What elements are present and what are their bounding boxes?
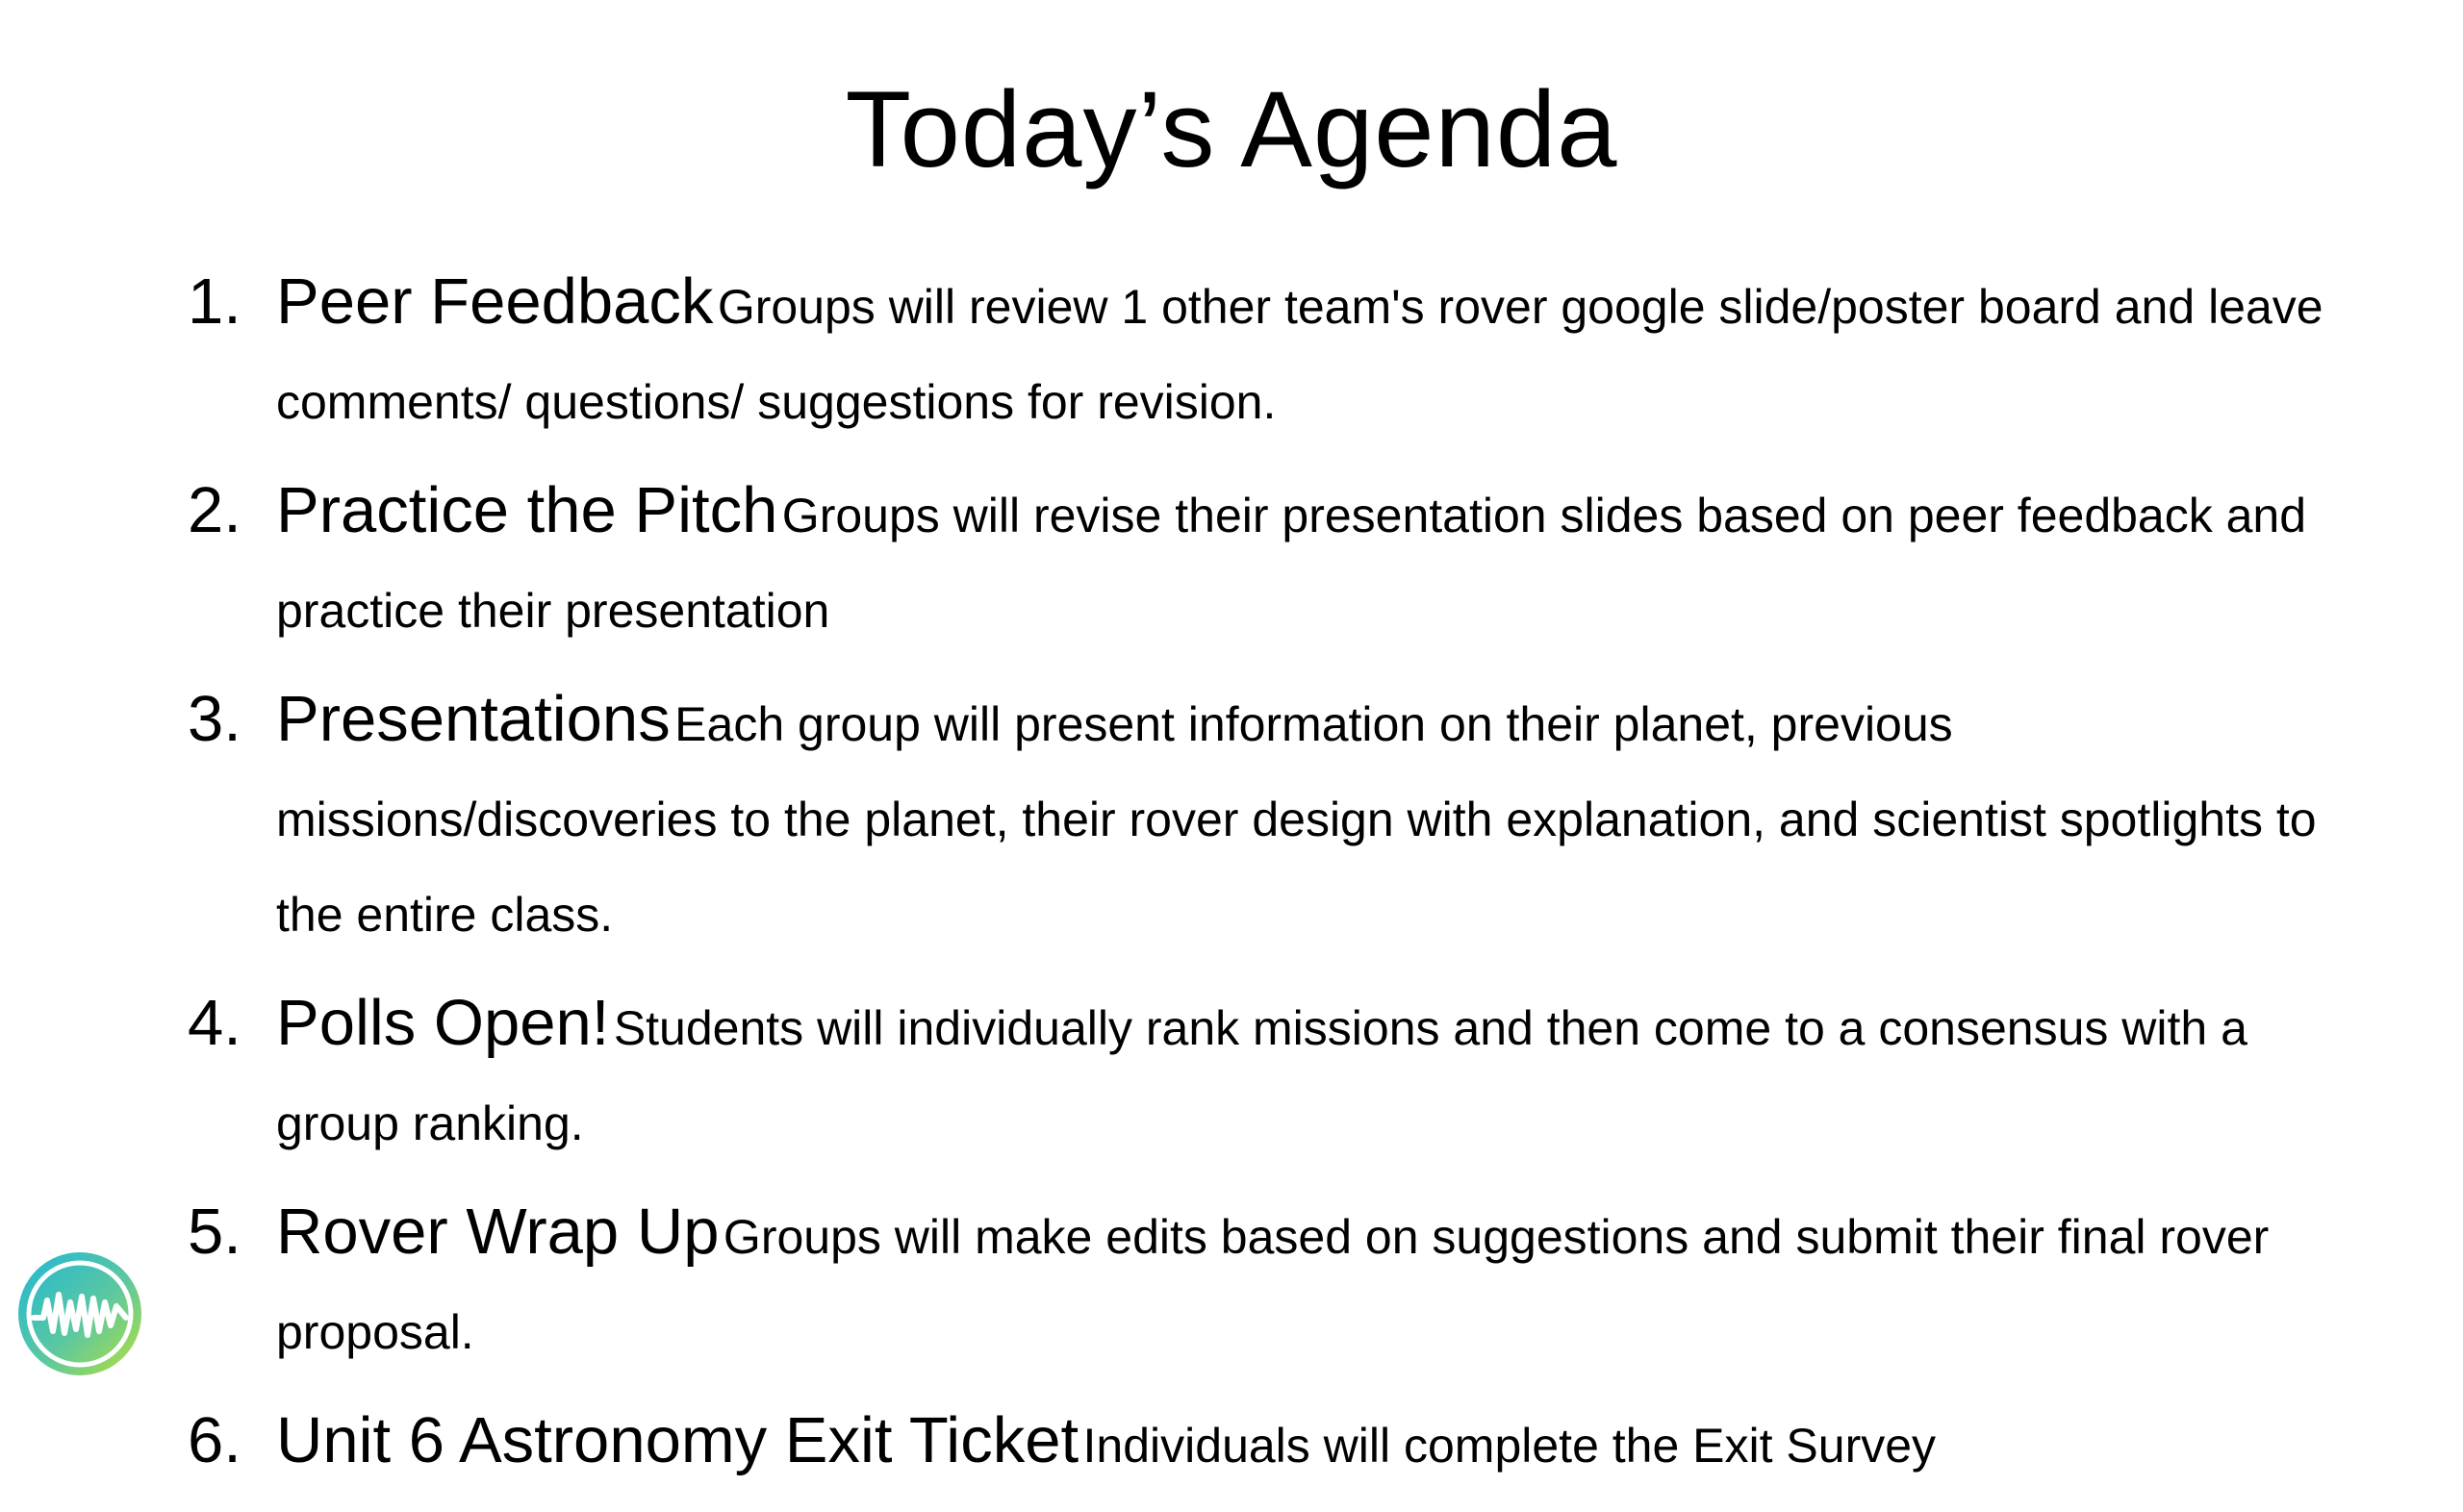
agenda-item-heading: Practice the Pitch xyxy=(276,474,778,546)
agenda-item-number: 1. xyxy=(188,265,241,338)
agenda-item-description: Individuals will complete the Exit Survey xyxy=(1082,1419,1937,1473)
agenda-item-3 xyxy=(188,677,2372,969)
agenda-item-heading: Presentations xyxy=(276,683,671,755)
agenda-item-description: Each group will present information on their planet, previous missions/discoveries to the planet, their rover design with explanation, and scientist spotlights to the entire class. xyxy=(276,697,2317,942)
agenda-item-description: Groups will review 1 other team's rover google slide/poster board and leave comments/ questions/ suggestions for revision. xyxy=(276,280,2323,429)
agenda-item-number: 5. xyxy=(188,1196,241,1268)
agenda-item-description: Groups will revise their presentation slides based on peer feedback and practice their presentation xyxy=(276,489,2307,638)
agenda-item-number: 3. xyxy=(188,683,241,755)
agenda-item-number: 2. xyxy=(188,474,241,546)
agenda-item-4 xyxy=(188,981,2372,1177)
agenda-item-1 xyxy=(188,260,2372,456)
agenda-item-number: 6. xyxy=(188,1404,241,1476)
agenda-item-heading: Peer Feedback xyxy=(276,265,714,338)
agenda-item-heading: Polls Open! xyxy=(276,987,610,1059)
agenda-list xyxy=(188,260,2372,1512)
agenda-item-5 xyxy=(188,1190,2372,1386)
agenda-item-heading: Rover Wrap Up xyxy=(276,1196,720,1268)
waveform-logo-icon xyxy=(14,1248,145,1379)
agenda-item-heading: Unit 6 Astronomy Exit Ticket xyxy=(276,1404,1079,1476)
agenda-item-6 xyxy=(188,1399,2372,1499)
agenda-item-description: Students will individually rank missions and then come to a consensus with a group ranking. xyxy=(276,1001,2247,1150)
slide-title: Today’s Agenda xyxy=(845,69,1618,189)
agenda-item-description: Groups will make edits based on suggestions and submit their final rover proposal. xyxy=(276,1210,2270,1359)
agenda-item-2 xyxy=(188,468,2372,665)
agenda-item-number: 4. xyxy=(188,987,241,1059)
